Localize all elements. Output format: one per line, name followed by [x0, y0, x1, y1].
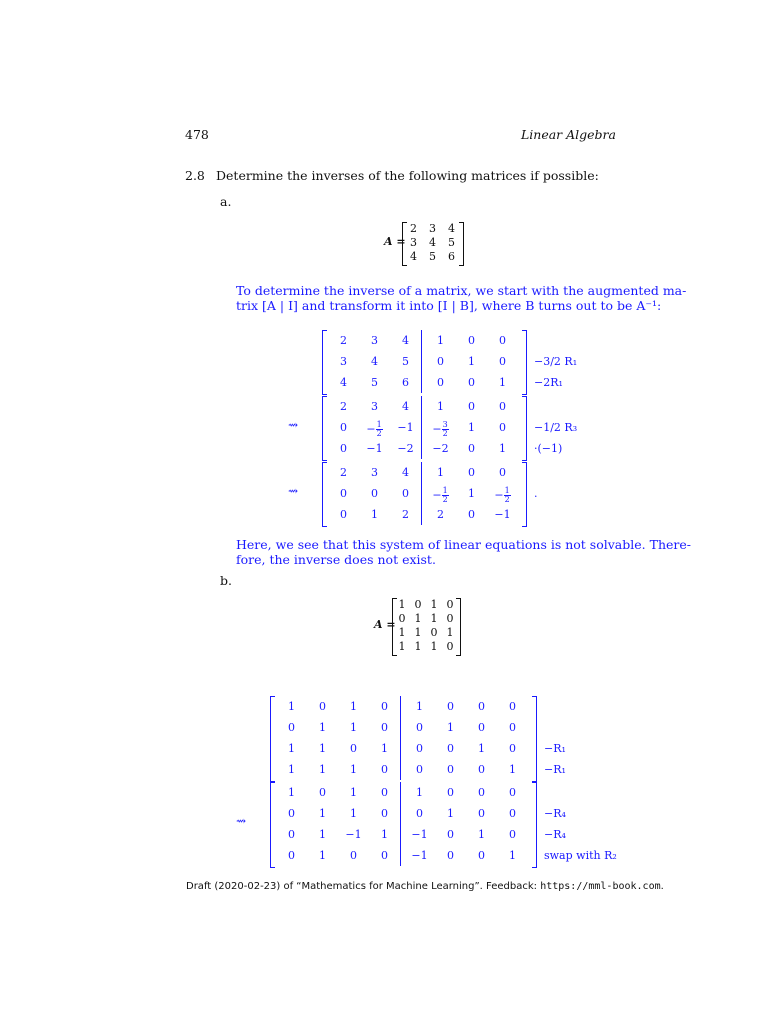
matrix-entry: 0 — [430, 626, 438, 639]
row-operation: −1/2 R₃ — [534, 421, 578, 434]
matrix-entry: 0 — [446, 612, 454, 625]
matrix-lhs-label: A = — [374, 618, 396, 631]
matrix-entry: 0 — [478, 721, 485, 734]
matrix-entry: 0 — [416, 763, 423, 776]
solution-text-line-1: To determine the inverse of a matrix, we start with the augmented ma- — [236, 283, 687, 298]
matrix-entry: 0 — [468, 376, 475, 389]
matrix-entry: 1 — [398, 640, 406, 653]
matrix-entry: 4 — [448, 222, 455, 235]
matrix-entry: −1 — [494, 508, 511, 521]
matrix-entry: −2 — [397, 442, 414, 455]
matrix-entry: 0 — [350, 849, 357, 862]
matrix-entry: 1 — [499, 442, 506, 455]
augment-divider — [400, 782, 401, 866]
matrix-entry: 0 — [319, 786, 326, 799]
matrix-entry: 2 — [340, 334, 347, 347]
matrix-lhs-label: A = — [384, 235, 406, 248]
matrix-entry: 0 — [340, 442, 347, 455]
matrix-entry: 0 — [509, 786, 516, 799]
matrix-entry: 3 — [340, 355, 347, 368]
matrix-entry: −1 — [411, 849, 428, 862]
matrix-entry: 3 — [371, 466, 378, 479]
augment-divider — [400, 696, 401, 780]
right-bracket — [532, 782, 537, 868]
matrix-entry: 0 — [437, 376, 444, 389]
matrix-entry: 0 — [402, 487, 409, 500]
matrix-entry: 0 — [416, 807, 423, 820]
matrix-entry: 0 — [447, 786, 454, 799]
matrix-entry: 1 — [350, 763, 357, 776]
row-operation: ·(−1) — [534, 442, 563, 455]
matrix-entry: 0 — [371, 487, 378, 500]
matrix-entry: 1 — [437, 400, 444, 413]
matrix-entry: 6 — [402, 376, 409, 389]
matrix-entry: 1 — [468, 487, 475, 500]
matrix-entry: 1 — [350, 807, 357, 820]
matrix-entry: 0 — [499, 400, 506, 413]
matrix-entry: 0 — [350, 742, 357, 755]
footer-text: Draft (2020-02-23) of “Mathematics for Machine Learning”. Feedback: — [186, 881, 541, 892]
matrix-entry: 1 — [478, 742, 485, 755]
matrix-entry: 1 — [414, 640, 422, 653]
matrix-entry: 0 — [499, 355, 506, 368]
matrix-entry: 3 — [410, 236, 417, 249]
row-operation: . — [534, 487, 538, 500]
matrix-entry: 0 — [446, 640, 454, 653]
matrix-entry: 0 — [468, 466, 475, 479]
conclusion-line-2: fore, the inverse does not exist. — [236, 552, 436, 567]
matrix-entry: 5 — [429, 250, 436, 263]
matrix-entry: 4 — [410, 250, 417, 263]
matrix-entry: 0 — [288, 721, 295, 734]
right-bracket — [532, 696, 537, 782]
matrix-entry: 1 — [430, 640, 438, 653]
matrix-entry: 1 — [288, 786, 295, 799]
left-bracket — [270, 782, 275, 868]
matrix-entry: 0 — [319, 700, 326, 713]
matrix-entry: 0 — [447, 828, 454, 841]
running-title: Linear Algebra — [520, 127, 616, 142]
matrix-entry: 0 — [446, 598, 454, 611]
row-operation: −R₄ — [544, 807, 566, 820]
matrix-entry: 1 — [414, 626, 422, 639]
matrix-entry: 1 — [499, 376, 506, 389]
matrix-entry: 0 — [340, 421, 347, 434]
part-a-label: a. — [220, 194, 232, 209]
matrix-entry: −1 — [411, 828, 428, 841]
row-equivalence-symbol: ⇝ — [288, 483, 299, 498]
matrix-entry: 4 — [371, 355, 378, 368]
matrix-entry: 1 — [447, 807, 454, 820]
right-bracket — [459, 222, 464, 266]
matrix-entry: 5 — [371, 376, 378, 389]
matrix-entry: 0 — [468, 334, 475, 347]
matrix-entry: 1 — [509, 763, 516, 776]
matrix-entry: 0 — [509, 721, 516, 734]
matrix-entry: 0 — [447, 849, 454, 862]
matrix-entry: 1 — [319, 828, 326, 841]
matrix-entry: 1 — [381, 828, 388, 841]
matrix-entry: 4 — [340, 376, 347, 389]
matrix-entry: 1 — [430, 612, 438, 625]
matrix-entry: 1 — [398, 598, 406, 611]
matrix-entry: 0 — [478, 807, 485, 820]
matrix-entry: 3 — [371, 400, 378, 413]
matrix-entry: 1 — [414, 612, 422, 625]
matrix-entry: 0 — [340, 487, 347, 500]
row-operation: −3/2 R₁ — [534, 355, 578, 368]
matrix-entry: 5 — [448, 236, 455, 249]
matrix-entry: 0 — [447, 763, 454, 776]
matrix-entry: −1 — [366, 442, 383, 455]
matrix-entry: 0 — [288, 849, 295, 862]
matrix-entry: 1 — [468, 421, 475, 434]
matrix-entry: 1 — [350, 721, 357, 734]
matrix-entry: 0 — [398, 612, 406, 625]
row-operation: swap with R₂ — [544, 849, 617, 862]
matrix-entry: 2 — [410, 222, 417, 235]
matrix-entry: 1 — [509, 849, 516, 862]
matrix-entry: 4 — [402, 400, 409, 413]
matrix-entry: 1 — [446, 626, 454, 639]
matrix-entry: −1 — [345, 828, 362, 841]
matrix-entry: 0 — [447, 700, 454, 713]
page-number: 478 — [185, 127, 209, 142]
footer-end: . — [660, 881, 664, 892]
matrix-entry: 0 — [509, 742, 516, 755]
matrix-entry: 1 — [447, 721, 454, 734]
matrix-entry: 0 — [381, 763, 388, 776]
matrix-entry: 1 — [371, 508, 378, 521]
left-bracket — [322, 396, 327, 461]
matrix-entry: 0 — [499, 334, 506, 347]
matrix-entry: 0 — [509, 828, 516, 841]
matrix-entry: 3 — [429, 222, 436, 235]
matrix-entry: 6 — [448, 250, 455, 263]
matrix-entry: 1 — [416, 700, 423, 713]
matrix-entry: 1 — [319, 807, 326, 820]
augment-divider — [421, 462, 422, 525]
matrix-entry: 0 — [468, 400, 475, 413]
matrix-entry: 0 — [437, 355, 444, 368]
augment-divider — [421, 396, 422, 459]
matrix-entry: 0 — [468, 442, 475, 455]
matrix-entry: 1 — [288, 700, 295, 713]
matrix-entry: 2 — [340, 466, 347, 479]
matrix-entry: 0 — [478, 763, 485, 776]
matrix-entry: 0 — [499, 421, 506, 434]
matrix-entry: 0 — [468, 508, 475, 521]
footer — [186, 881, 664, 892]
matrix-entry: 1 — [430, 598, 438, 611]
matrix-entry: 0 — [288, 828, 295, 841]
row-operation: −R₁ — [544, 742, 566, 755]
right-bracket — [456, 598, 461, 656]
matrix-entry: 1 — [319, 763, 326, 776]
matrix-entry: − $\frac{1}{2}$ — [494, 486, 510, 504]
matrix-entry: 1 — [319, 721, 326, 734]
matrix-entry: 1 — [416, 786, 423, 799]
matrix-entry: 0 — [478, 700, 485, 713]
matrix-entry: 1 — [478, 828, 485, 841]
right-bracket — [522, 396, 527, 461]
row-equivalence-symbol: ⇝ — [288, 417, 299, 432]
row-operation: −R₄ — [544, 828, 566, 841]
exercise-prompt: Determine the inverses of the following matrices if possible: — [216, 168, 599, 183]
matrix-entry: 3 — [371, 334, 378, 347]
matrix-entry: 4 — [402, 466, 409, 479]
matrix-entry: 0 — [499, 466, 506, 479]
part-b-label: b. — [220, 573, 232, 588]
row-operation: −2R₁ — [534, 376, 563, 389]
augment-divider — [421, 330, 422, 393]
matrix-entry: 0 — [478, 786, 485, 799]
matrix-entry: 0 — [381, 700, 388, 713]
matrix-entry: 1 — [398, 626, 406, 639]
matrix-entry: 0 — [478, 849, 485, 862]
matrix-entry: 0 — [447, 742, 454, 755]
matrix-entry: 2 — [437, 508, 444, 521]
matrix-entry: 0 — [381, 786, 388, 799]
matrix-entry: 2 — [402, 508, 409, 521]
matrix-entry: 1 — [319, 849, 326, 862]
footer-url[interactable]: https://mml-book.com — [540, 881, 661, 892]
matrix-entry: 1 — [288, 742, 295, 755]
matrix-entry: 4 — [402, 334, 409, 347]
matrix-entry: − $\frac{3}{2}$ — [432, 420, 448, 438]
matrix-entry: − $\frac{1}{2}$ — [366, 420, 382, 438]
matrix-entry: 1 — [319, 742, 326, 755]
left-bracket — [322, 330, 327, 395]
right-bracket — [522, 330, 527, 395]
solution-text-line-2: trix [A | I] and transform it into [I | B], where B turns out to be A⁻¹: — [236, 298, 662, 313]
matrix-entry: −1 — [397, 421, 414, 434]
matrix-entry: 1 — [381, 742, 388, 755]
matrix-entry: 0 — [416, 721, 423, 734]
matrix-entry: 0 — [414, 598, 422, 611]
matrix-entry: 1 — [350, 700, 357, 713]
matrix-entry: 5 — [402, 355, 409, 368]
matrix-entry: 0 — [416, 742, 423, 755]
matrix-entry: 4 — [429, 236, 436, 249]
matrix-entry: 2 — [340, 400, 347, 413]
row-equivalence-symbol: ⇝ — [236, 814, 247, 828]
right-bracket — [522, 462, 527, 527]
matrix-entry: 1 — [350, 786, 357, 799]
exercise-number: 2.8 — [185, 168, 205, 183]
matrix-entry: 0 — [509, 807, 516, 820]
matrix-entry: 1 — [437, 466, 444, 479]
matrix-entry: − $\frac{1}{2}$ — [432, 486, 448, 504]
matrix-entry: 0 — [381, 807, 388, 820]
matrix-entry: 0 — [509, 700, 516, 713]
row-operation: −R₁ — [544, 763, 566, 776]
matrix-entry: 0 — [340, 508, 347, 521]
matrix-entry: 0 — [381, 721, 388, 734]
left-bracket — [270, 696, 275, 782]
matrix-entry: −2 — [432, 442, 449, 455]
matrix-entry: 1 — [468, 355, 475, 368]
matrix-entry: 0 — [288, 807, 295, 820]
matrix-entry: 1 — [437, 334, 444, 347]
conclusion-line-1: Here, we see that this system of linear equations is not solvable. There- — [236, 537, 691, 552]
matrix-entry: 0 — [381, 849, 388, 862]
matrix-entry: 1 — [288, 763, 295, 776]
left-bracket — [322, 462, 327, 527]
